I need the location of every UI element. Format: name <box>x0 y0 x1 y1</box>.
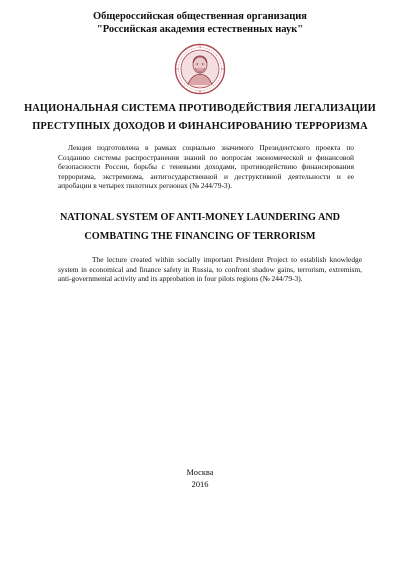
publication-year: 2016 <box>191 480 209 489</box>
organization-name-line1: Общероссийская общественная организация <box>93 11 307 22</box>
organization-name-line2: "Российская академия естественных наук" <box>96 24 304 35</box>
title-english-line2: COMBATING THE FINANCING OF TERRORISM <box>84 231 316 242</box>
title-russian-line1: НАЦИОНАЛЬНАЯ СИСТЕМА ПРОТИВОДЕЙСТВИЯ ЛЕГАЛИЗАЦИИ <box>24 103 376 114</box>
abstract-russian: Лекция подготовлена в рамках социально значимого Президентского проекта по Созданию системы распространения знаний по вопросам экономической и финансовой безопасности России, борьбы с теневыми доходами, противодействию финансирования терроризма, экстремизма, антигосударственной и деструктивной деятельности и ее апробации в четырех пилотных регионах (№ 244/79-3). <box>58 143 354 191</box>
abstract-english: The lecture created within socially important President Project to establish knowledge system in economical and finance safety in Russia, to confront shadow gains, terrorism, extremism, anti-governmental activity and its approbation in four pilots regions (№ 244/79-3). <box>58 255 362 284</box>
academy-seal-icon <box>174 43 226 95</box>
title-russian-line2: ПРЕСТУПНЫХ ДОХОДОВ И ФИНАНСИРОВАНИЮ ТЕРРОРИЗМА <box>32 121 368 132</box>
title-english-line1: NATIONAL SYSTEM OF ANTI-MONEY LAUNDERING AND <box>59 212 341 223</box>
publication-city: Москва <box>186 468 214 477</box>
